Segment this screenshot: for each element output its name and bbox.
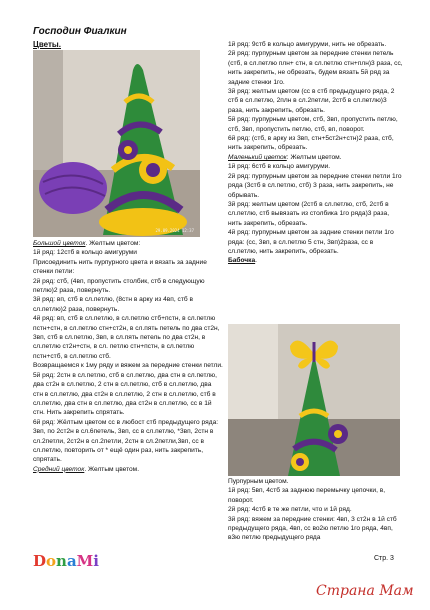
text-line: 1й ряд: 12стб в кольцо амигуруми	[33, 249, 137, 257]
logo-letter: a	[66, 552, 77, 570]
mid-flower-label: Средний цветок	[33, 465, 85, 473]
page-number: Стр. 3	[374, 555, 394, 562]
text-line: 6й ряд: Жёлтым цветом сс в любост стб предыдущего ряда: 3вп, по 2ст2н в сл.6петель, 3вп, сс в сл.петлю, *3вп, 2стн в сл.2петли, 2ст2н в сл.2петли, 2стн в сл.2петли,3вп, сс в сл.петлю, повторить от * ещё один раз, нить закрепить, спрятать.	[33, 418, 219, 464]
text-line: 3й ряд: вп, стб в сл.петлю, (8стн в арку из 4вп, стб в сл.петлю)2 раза, повернуть.	[33, 296, 193, 313]
text-line: 1й ряд: 5вп, 4стб за заднюю перемычку цепочки, в, поворот.	[228, 487, 386, 504]
text-line: 4й ряд: вп, стб в сл.петлю, в сл.петлю стб+пстн, в сл.петлю пстн+стн, в сл.петлю стн+ст2н, в сл.пять петель по два ст2н, 3вп, стб в сл.петлю, 3вп, в сл.пять петель по два ст2н, в сл.петлю ст2н+стн, в сл. петлю стн+пстн, в сл.петлю пстн+стб, в сл.петлю стб.	[33, 315, 220, 360]
photo-timestamp: 29.09.2024 12:37	[155, 228, 194, 233]
left-column-text	[33, 239, 223, 474]
text-line: Присоединить нить пурпурного цвета и вязать за задние стенки петли:	[33, 258, 207, 276]
text-line: 6й ряд: (стб, в арку из 3вп, стн+5ст2н+стн)2 раза, стб, нить закрепить, обрезать.	[228, 135, 394, 152]
text-line: 2й ряд: пурпурным цветом за передние стенки петель (стб, в сл.петлю плн+ стн, в сл.петлю стн+плн)3 раза, сс, нить закрепить, не обрезать, будем вязать 5й ряд за задние стенки 1го.	[228, 50, 403, 86]
small-flower-label: Маленький цветок	[228, 153, 287, 161]
text-line: 1й ряд: 6стб в кольцо амигуруми.	[228, 163, 331, 171]
watermark: Страна Мам	[316, 583, 414, 599]
document-title: Господин Фиалкин	[33, 26, 127, 37]
logo-letter: o	[46, 552, 57, 570]
logo-letter: i	[93, 552, 99, 570]
text-line: 3й ряд: желтым цветом (сс в стб предыдущего ряда, 2 стб в сл.петлю, 2плн в сл.2петли, 2стб в сл.петлю)3 раза, нить закрепить, обрезать.	[228, 88, 395, 114]
mid-flower-rest: . Желтым цветом.	[84, 465, 140, 473]
text-line: 2й ряд: 4стб в те же петли, что и 1й ряд.	[228, 506, 352, 514]
photo-butterfly-figure	[228, 324, 400, 476]
mid-flower-heading	[33, 465, 223, 474]
text-line: Возвращаемся к 1му ряду и вяжем за передние стенки петли.	[33, 362, 223, 370]
text-line: 3й ряд: вяжем за передние стенки: 4вп, 3 ст2н в 1й стб предыдущего ряда, 4вп, сс во2ю петлю 1го ряда, 4вп, в3ю петлю предыдущего ряда	[228, 515, 397, 542]
butterfly-label: Бабочка	[228, 257, 256, 265]
crochet-figure-illustration	[33, 50, 200, 237]
text-line: 2й ряд: пурпурным цветом за передние стенки петли 1го ряда (3стб в сл.петлю, стб) 3 раза, нить закрепить, не обрывать.	[228, 172, 402, 199]
photo-crochet-figure	[33, 50, 200, 237]
text-line: 5й ряд: 2стн в сл.петлю, стб в сл.петлю, два стн в сл.петлю, два ст2н в сл.петлю, 2 стн в сл.петлю, стб в сл.петлю, два стн в сл.петлю, два ст2н в сл.петлю, 2 стн в сл.петлю, стб в сл.петлю, два стн в сл.петлю, два ст2н в сл.петлю, сс в 1й стн. Нить закрепить спрятать.	[33, 371, 217, 417]
butterfly-heading	[228, 256, 403, 265]
text-line: 3й ряд: желтым цветом (2стб в сл.петлю, стб, 2стб в сл.петлю, стб вывязать из столбика 1го ряда)3 раза, нить закрепить, обрезать.	[228, 200, 390, 227]
butterfly-figure-illustration	[228, 324, 400, 476]
logo-letter: M	[76, 552, 94, 570]
text-line: 5й ряд: пурпурным цветом, стб, 3вп, пропустить петлю, стб, 3вп, пропустить петлю, стб, вп, поворот.	[228, 116, 398, 133]
small-flower-heading	[228, 153, 403, 162]
right-column-text	[228, 40, 403, 266]
big-flower-rest: . Желтым цветом:	[85, 240, 141, 247]
text-line: Пурпурным цветом.	[228, 478, 289, 485]
right-bottom-text	[228, 477, 403, 543]
section-heading-flowers: Цветы.	[33, 40, 61, 49]
logo-letter: D	[33, 552, 47, 570]
big-flower-label: Большой цветок	[33, 240, 86, 247]
butterfly-rest: .	[255, 257, 257, 265]
small-flower-rest: : Желтым цветом.	[286, 153, 342, 161]
donami-logo	[33, 552, 99, 570]
logo-letter: n	[56, 552, 67, 570]
text-line: 4й ряд: пурпурным цветом за задние стенки петли 1го ряда: (сс, 3вп, в сл.петлю 5 стн, 3вп)2раза, сс в сл.петлю, нить закрепить, обрезать.	[228, 229, 394, 255]
big-flower-heading	[33, 239, 223, 248]
text-line: 1й ряд: 9стб в кольцо амигуруми, нить не обрезать.	[228, 41, 387, 48]
text-line: 2й ряд: стб, (4вп, пропустить столбик, стб в следующую петлю)2 раза, повернуть.	[33, 277, 205, 295]
